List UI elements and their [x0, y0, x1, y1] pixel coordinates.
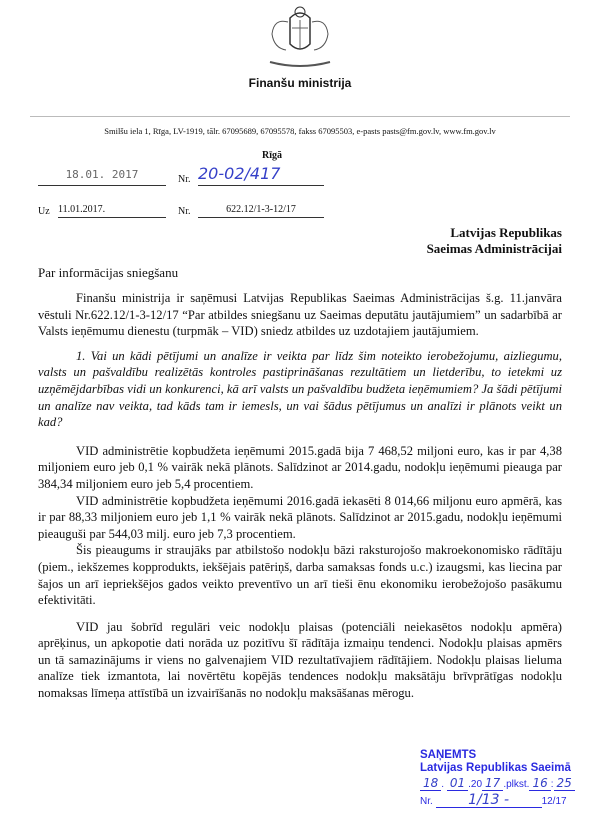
stamp-minute: 25 — [554, 776, 575, 791]
addressee-line: Saeimas Administrācijai — [426, 241, 562, 256]
ministry-address: Smilšu iela 1, Rīga, LV-1919, tālr. 67095689, 67095578, fakss 67095503, e-pasts pasts@fm.gov.lv, www.fm.gov.lv — [104, 126, 496, 136]
paragraph: VID jau šobrīd regulāri veic nodokļu plaisas (potenciāli neiekasētos nodokļu apmēra) aprēķinus, un apkopotie dati norāda uz pozitīvu šī rādītāja izmaiņu tendenci. Nodokļu plaisas apmērs un tā samazinājums ir viens no galvenajiem VID rezultatīvajiem rādītājiem. Nodokļu plaisas lieluma analīze tiek izmantota, lai novērtētu kopējās tendences nodokļu maksātāju brīvprātīgas nodokļu nomaksas līmeņa attīstībā un izvairīšanās no nodokļu maksāšanas mērogu. — [38, 619, 562, 701]
stamp-year-prefix: 20 — [470, 779, 483, 790]
paragraph: VID administrētie kopbudžeta ieņēmumi 2015.gadā bija 7 468,52 miljoni euro, kas ir par 4,38 miljoniem euro jeb 0,1 % vairāk nekā plānots. Salīdzinot ar 2014.gadu, nodokļu ieņēmumi pieauga par 384,34 miljoniem euro jeb 5,4 procentiem. — [38, 443, 562, 491]
letter-number: 20-02/417 — [198, 164, 324, 186]
stamp-nr-label: Nr. — [420, 796, 433, 807]
reference-number: 622.12/1-3-12/17 — [198, 204, 324, 218]
subject: Par informācijas sniegšanu — [38, 265, 179, 280]
uz-nr-label: Nr. — [178, 206, 191, 217]
stamp-title: SAŅEMTS — [420, 749, 477, 761]
stamp-month: 01 — [447, 776, 468, 791]
coat-of-arms-emblem — [262, 4, 338, 74]
stamp-nr-suffix: 12/17 — [541, 796, 567, 807]
stamp-day: 18 — [420, 776, 441, 791]
uz-label: Uz — [38, 206, 50, 217]
reference-date: 11.01.2017. — [58, 204, 166, 218]
addressee-line: Latvijas Republikas — [450, 225, 562, 240]
stamp-org: Latvijas Republikas Saeimā — [420, 762, 571, 774]
letter-date: 18.01. 2017 — [38, 168, 166, 186]
nr-label: Nr. — [178, 174, 191, 185]
header-divider — [30, 116, 570, 117]
stamp-date-line: 18 . 01 .20 17 .plkst. 16 : 25 — [420, 777, 575, 791]
letter-body — [38, 290, 562, 702]
ministry-name: Finanšu ministrija — [248, 76, 352, 90]
stamp-number-line — [420, 794, 575, 808]
stamp-time-label: plkst. — [506, 779, 530, 790]
stamp-hour: 16 — [529, 776, 550, 791]
city: Rīgā — [262, 150, 282, 161]
received-stamp — [420, 749, 575, 808]
paragraph: Šis pieaugums ir straujāks par atbilstošo nodokļu bāzi raksturojošo makroekonomisko rādītāju (piem., iekšzemes kopprodukts, iekšējais patēriņš, darba samaksas fonds u.c.) izaugsmi, kas liecina par šajos un arī iepriekšējos gados veikto preventīvo un arī tieši ēnu ekonomiku ierobežojošo pasākumu efektivitāti. — [38, 543, 562, 608]
paragraph: VID administrētie kopbudžeta ieņēmumi 2016.gadā iekasēti 8 014,66 miljonu euro apmērā, kas ir par 88,33 miljoniem euro jeb 1,1 % vairāk nekā plānots. Salīdzinot ar 2015.gadu, nodokļu ieņēmumi pieauguši par 544,03 milj. euro jeb 7,3 procentiem. — [38, 493, 562, 541]
paragraph: Finanšu ministrija ir saņēmusi Latvijas Republikas Saeimas Administrācijas š.g. 11.janvāra vēstuli Nr.622.12/1-3-12/17 “Par atbildes sniegšanu uz Saeimas deputātu jautājumiem” un sadarbībā ar Valsts ieņēmumu dienestu (turpmāk – VID) sniedz atbildes uz uzdotajiem jautājumiem. — [38, 291, 562, 339]
stamp-nr: 1/13 - — [436, 794, 542, 808]
addressee — [427, 225, 562, 257]
stamp-year: 17 — [482, 776, 503, 791]
question: 1. Vai un kādi pētījumi un analīze ir veikta par līdz šim noteikto ierobežojumu, aizliegumu, valsts un pašvaldību realizētās kontroles pastiprināšanas rezultātiem un lietderību, to ietekmi uz uzņēmējdarbības vidi un konkurenci, kā arī valsts un pašvaldību budžeta ieņēmumiem? Ja šādi pētījumi un analīze nav veikta, tad kāds tam ir iemesls, un vai šādus pētījumus un analīzi ir plānots veikt un kad? — [38, 348, 562, 430]
